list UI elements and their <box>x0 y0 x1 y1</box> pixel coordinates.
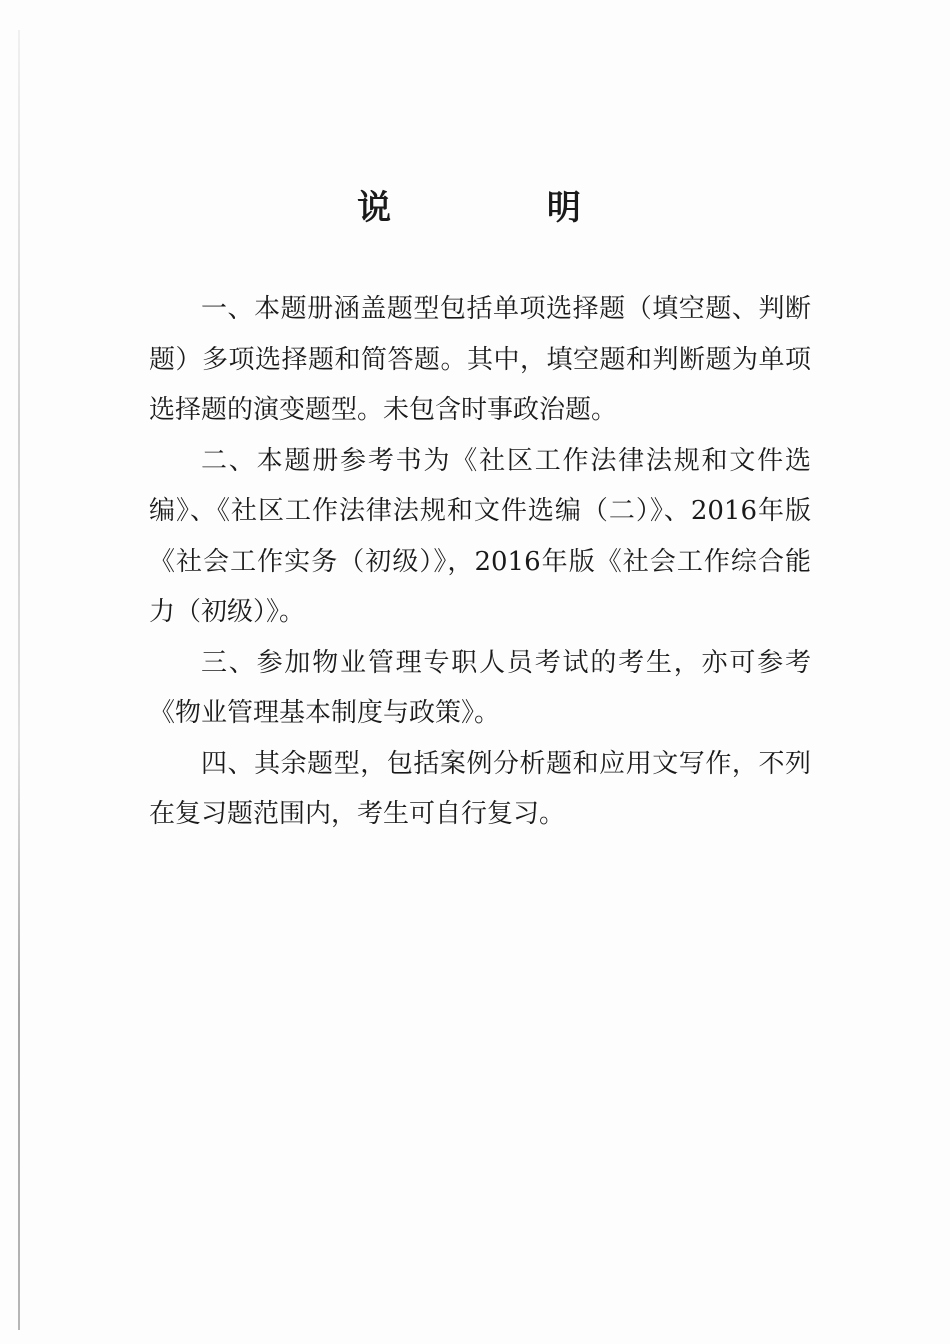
paragraph-4: 四、其余题型，包括案例分析题和应用文写作，不列在复习题范围内，考生可自行复习。 <box>149 748 811 829</box>
document-body <box>149 284 811 840</box>
paragraph-2: 二、本题册参考书为《社区工作法律法规和文件选编》、《社区工作法律法规和文件选编（二）》、2016年版《社会工作实务（初级）》，2016年版《社会工作综合能力（初级）》。 <box>149 445 811 627</box>
paragraph-1: 一、本题册涵盖题型包括单项选择题（填空题、判断题）多项选择题和简答题。其中，填空题和判断题为单项选择题的演变题型。未包含时事政治题。 <box>149 294 811 425</box>
paragraph-3: 三、参加物业管理专职人员考试的考生，亦可参考《物业管理基本制度与政策》。 <box>149 647 811 728</box>
page-title: 说 明 <box>357 188 653 228</box>
